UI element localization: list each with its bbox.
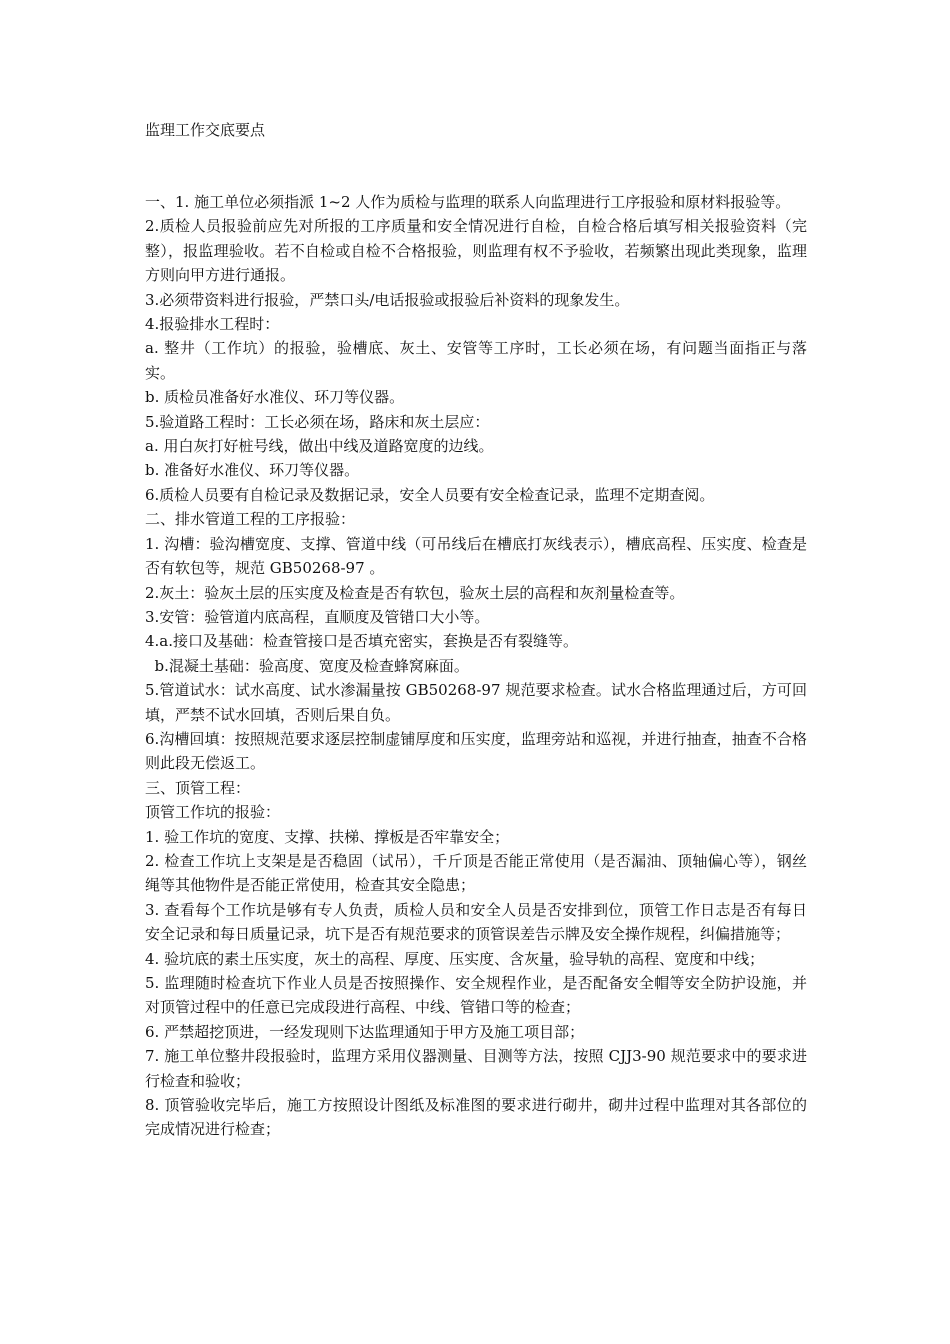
paragraph: 5.验道路工程时：工长必须在场，路床和灰土层应：: [145, 412, 490, 431]
document-body: [145, 190, 807, 1142]
section-heading: 二、排水管道工程的工序报验：: [145, 510, 356, 529]
paragraph: a. 整井（工作坑）的报验，验槽底、灰土、安管等工序时，工长必须在场，有问题当面指正与落实。: [145, 339, 807, 382]
paragraph: 3. 查看每个工作坑是够有专人负责，质检人员和安全人员是否安排到位，顶管工作日志是否有每日安全记录和每日质量记录，坑下是否有规范要求的顶管误差告示牌及安全操作规程，纠偏措施等；: [145, 900, 807, 944]
paragraph: 顶管工作坑的报验：: [145, 803, 281, 822]
section-heading: 三、顶管工程：: [145, 778, 251, 797]
paragraph: 2. 检查工作坑上支架是是否稳固（试吊），千斤顶是否能正常使用（是否漏油、顶轴偏心等），钢丝绳等其他物件是否能正常使用，检查其安全隐患；: [145, 851, 807, 895]
paragraph: 6. 严禁超挖顶进，一经发现则下达监理通知于甲方及施工项目部；: [145, 1022, 585, 1041]
paragraph: b. 质检员准备好水准仪、环刀等仪器。: [145, 388, 405, 407]
paragraph: 2.质检人员报验前应先对所报的工序质量和安全情况进行自检，自检合格后填写相关报验资料（完整），报监理验收。若不自检或自检不合格报验，则监理有权不予验收，若频繁出现此类现象，监理方则向甲方进行通报。: [145, 217, 807, 285]
paragraph: 3.必须带资料进行报验，严禁口头/电话报验或报验后补资料的现象发生。: [145, 290, 630, 309]
paragraph: 5. 监理随时检查坑下作业人员是否按照操作、安全规程作业，是否配备安全帽等安全防护设施，并对顶管过程中的任意已完成段进行高程、中线、管错口等的检查；: [145, 974, 807, 1017]
paragraph: 一、1. 施工单位必须指派 1~2 人作为质检与监理的联系人向监理进行工序报验和原材料报验等。: [145, 193, 791, 211]
paragraph: 4.报验排水工程时：: [145, 315, 280, 334]
paragraph: 1. 验工作坑的宽度、支撑、扶梯、撑板是否牢靠安全；: [145, 827, 510, 846]
paragraph: 1. 沟槽：验沟槽宽度、支撑、管道中线（可吊线后在槽底打灰线表示），槽底高程、压实度、检查是否有软包等，规范 GB50268-97 。: [145, 534, 807, 578]
paragraph: 4.a.接口及基础：检查管接口是否填充密实，套换是否有裂缝等。: [145, 632, 579, 651]
paragraph: 7. 施工单位整井段报验时，监理方采用仪器测量、目测等方法，按照 CJJ3-90 规范要求中的要求进行检查和验收；: [145, 1047, 807, 1090]
paragraph: a. 用白灰打好桩号线，做出中线及道路宽度的边线。: [145, 437, 494, 456]
paragraph: 6.质检人员要有自检记录及数据记录，安全人员要有安全检查记录，监理不定期查阅。: [145, 485, 715, 504]
paragraph: 4. 验坑底的素土压实度，灰土的高程、厚度、压实度、含灰量，验导轨的高程、宽度和中线；: [145, 949, 765, 968]
paragraph: 2.灰土：验灰土层的压实度及检查是否有软包，验灰土层的高程和灰剂量检查等。: [145, 583, 685, 602]
paragraph: b.混凝土基础：验高度、宽度及检查蜂窝麻面。: [145, 656, 469, 675]
paragraph: 6.沟槽回填：按照规范要求逐层控制虚铺厚度和压实度，监理旁站和巡视，并进行抽查，抽查不合格则此段无偿返工。: [145, 729, 807, 773]
paragraph: b. 准备好水准仪、环刀等仪器。: [145, 461, 360, 480]
paragraph: 8. 顶管验收完毕后，施工方按照设计图纸及标准图的要求进行砌井，砌井过程中监理对其各部位的完成情况进行检查；: [145, 1096, 807, 1139]
paragraph: 3.安管：验管道内底高程，直顺度及管错口大小等。: [145, 607, 490, 626]
document-title: 监理工作交底要点: [145, 121, 266, 139]
paragraph: 5.管道试水：试水高度、试水渗漏量按 GB50268-97 规范要求检查。试水合格监理通过后，方可回填，严禁不试水回填，否则后果自负。: [145, 681, 807, 724]
